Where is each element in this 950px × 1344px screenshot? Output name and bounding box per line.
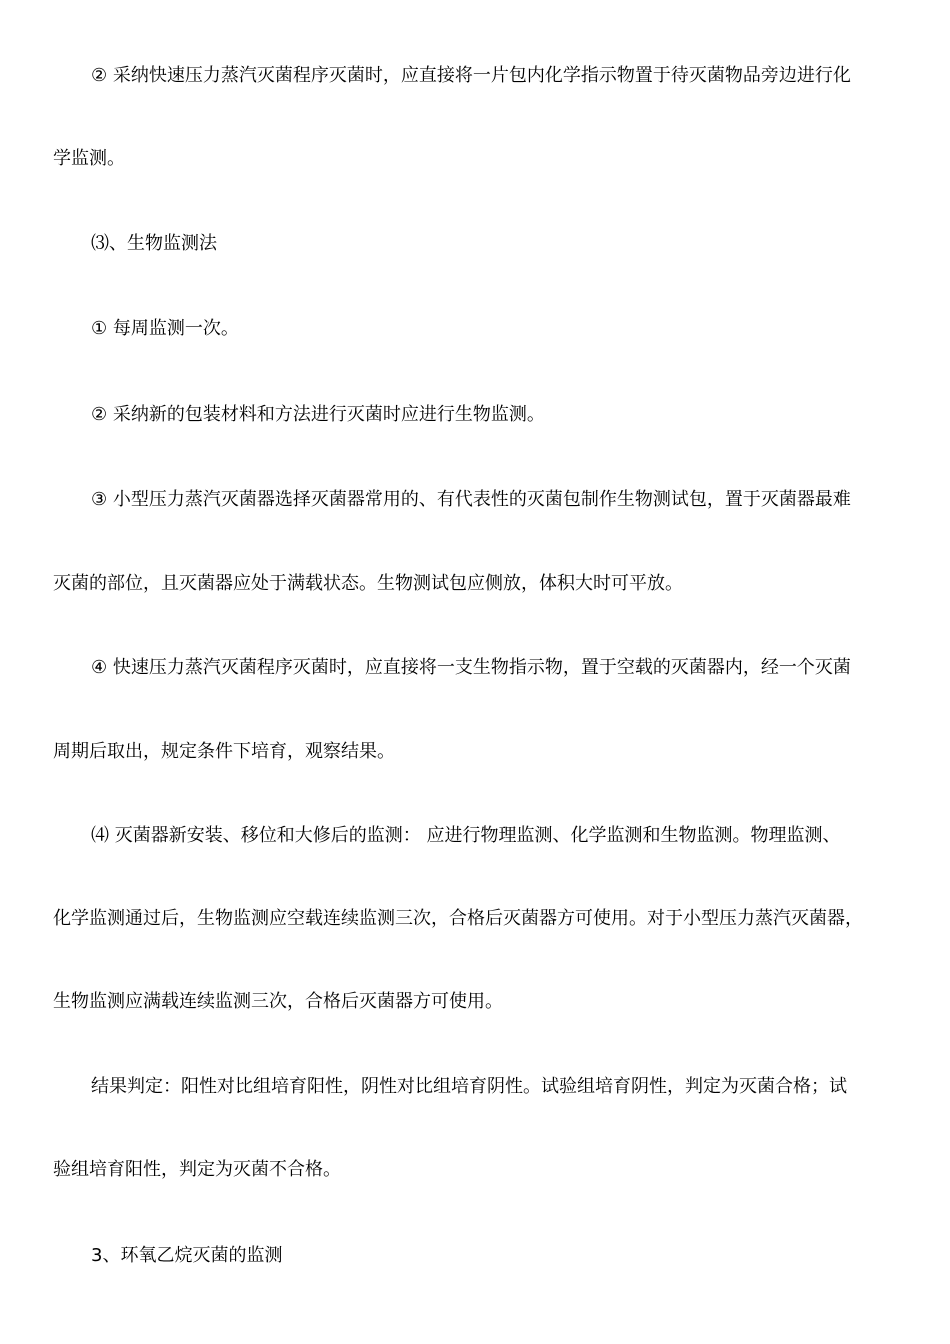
paragraph-line: ⑷ 灭菌器新安装、移位和大修后的监测： 应进行物理监测、化学监测和生物监测。物理监测、: [91, 825, 841, 846]
section-heading: ⑶、生物监测法: [91, 233, 217, 254]
paragraph-line: 生物监测应满载连续监测三次，合格后灭菌器方可使用。: [53, 991, 503, 1012]
paragraph-line: 学监测。: [53, 148, 125, 169]
paragraph-line: 化学监测通过后，生物监测应空载连续监测三次，合格后灭菌器方可使用。对于小型压力蒸汽灭菌器，: [53, 908, 863, 929]
paragraph-line: ① 每周监测一次。: [91, 318, 239, 339]
paragraph-line: 灭菌的部位，且灭菌器应处于满载状态。生物测试包应侧放，体积大时可平放。: [53, 573, 683, 594]
paragraph-line: 周期后取出，规定条件下培育，观察结果。: [53, 741, 395, 762]
section-heading: 3、环氧乙烷灭菌的监测: [91, 1245, 283, 1266]
paragraph-line: 验组培育阳性，判定为灭菌不合格。: [53, 1159, 341, 1180]
paragraph-line: ④ 快速压力蒸汽灭菌程序灭菌时，应直接将一支生物指示物，置于空载的灭菌器内，经一个灭菌: [91, 657, 851, 678]
paragraph-line: ② 采纳快速压力蒸汽灭菌程序灭菌时，应直接将一片包内化学指示物置于待灭菌物品旁边进行化: [91, 65, 851, 86]
paragraph-line: 结果判定：阳性对比组培育阳性，阴性对比组培育阴性。试验组培育阴性，判定为灭菌合格；试: [91, 1076, 847, 1097]
paragraph-line: ② 采纳新的包装材料和方法进行灭菌时应进行生物监测。: [91, 404, 545, 425]
paragraph-line: ③ 小型压力蒸汽灭菌器选择灭菌器常用的、有代表性的灭菌包制作生物测试包，置于灭菌器最难: [91, 489, 851, 510]
